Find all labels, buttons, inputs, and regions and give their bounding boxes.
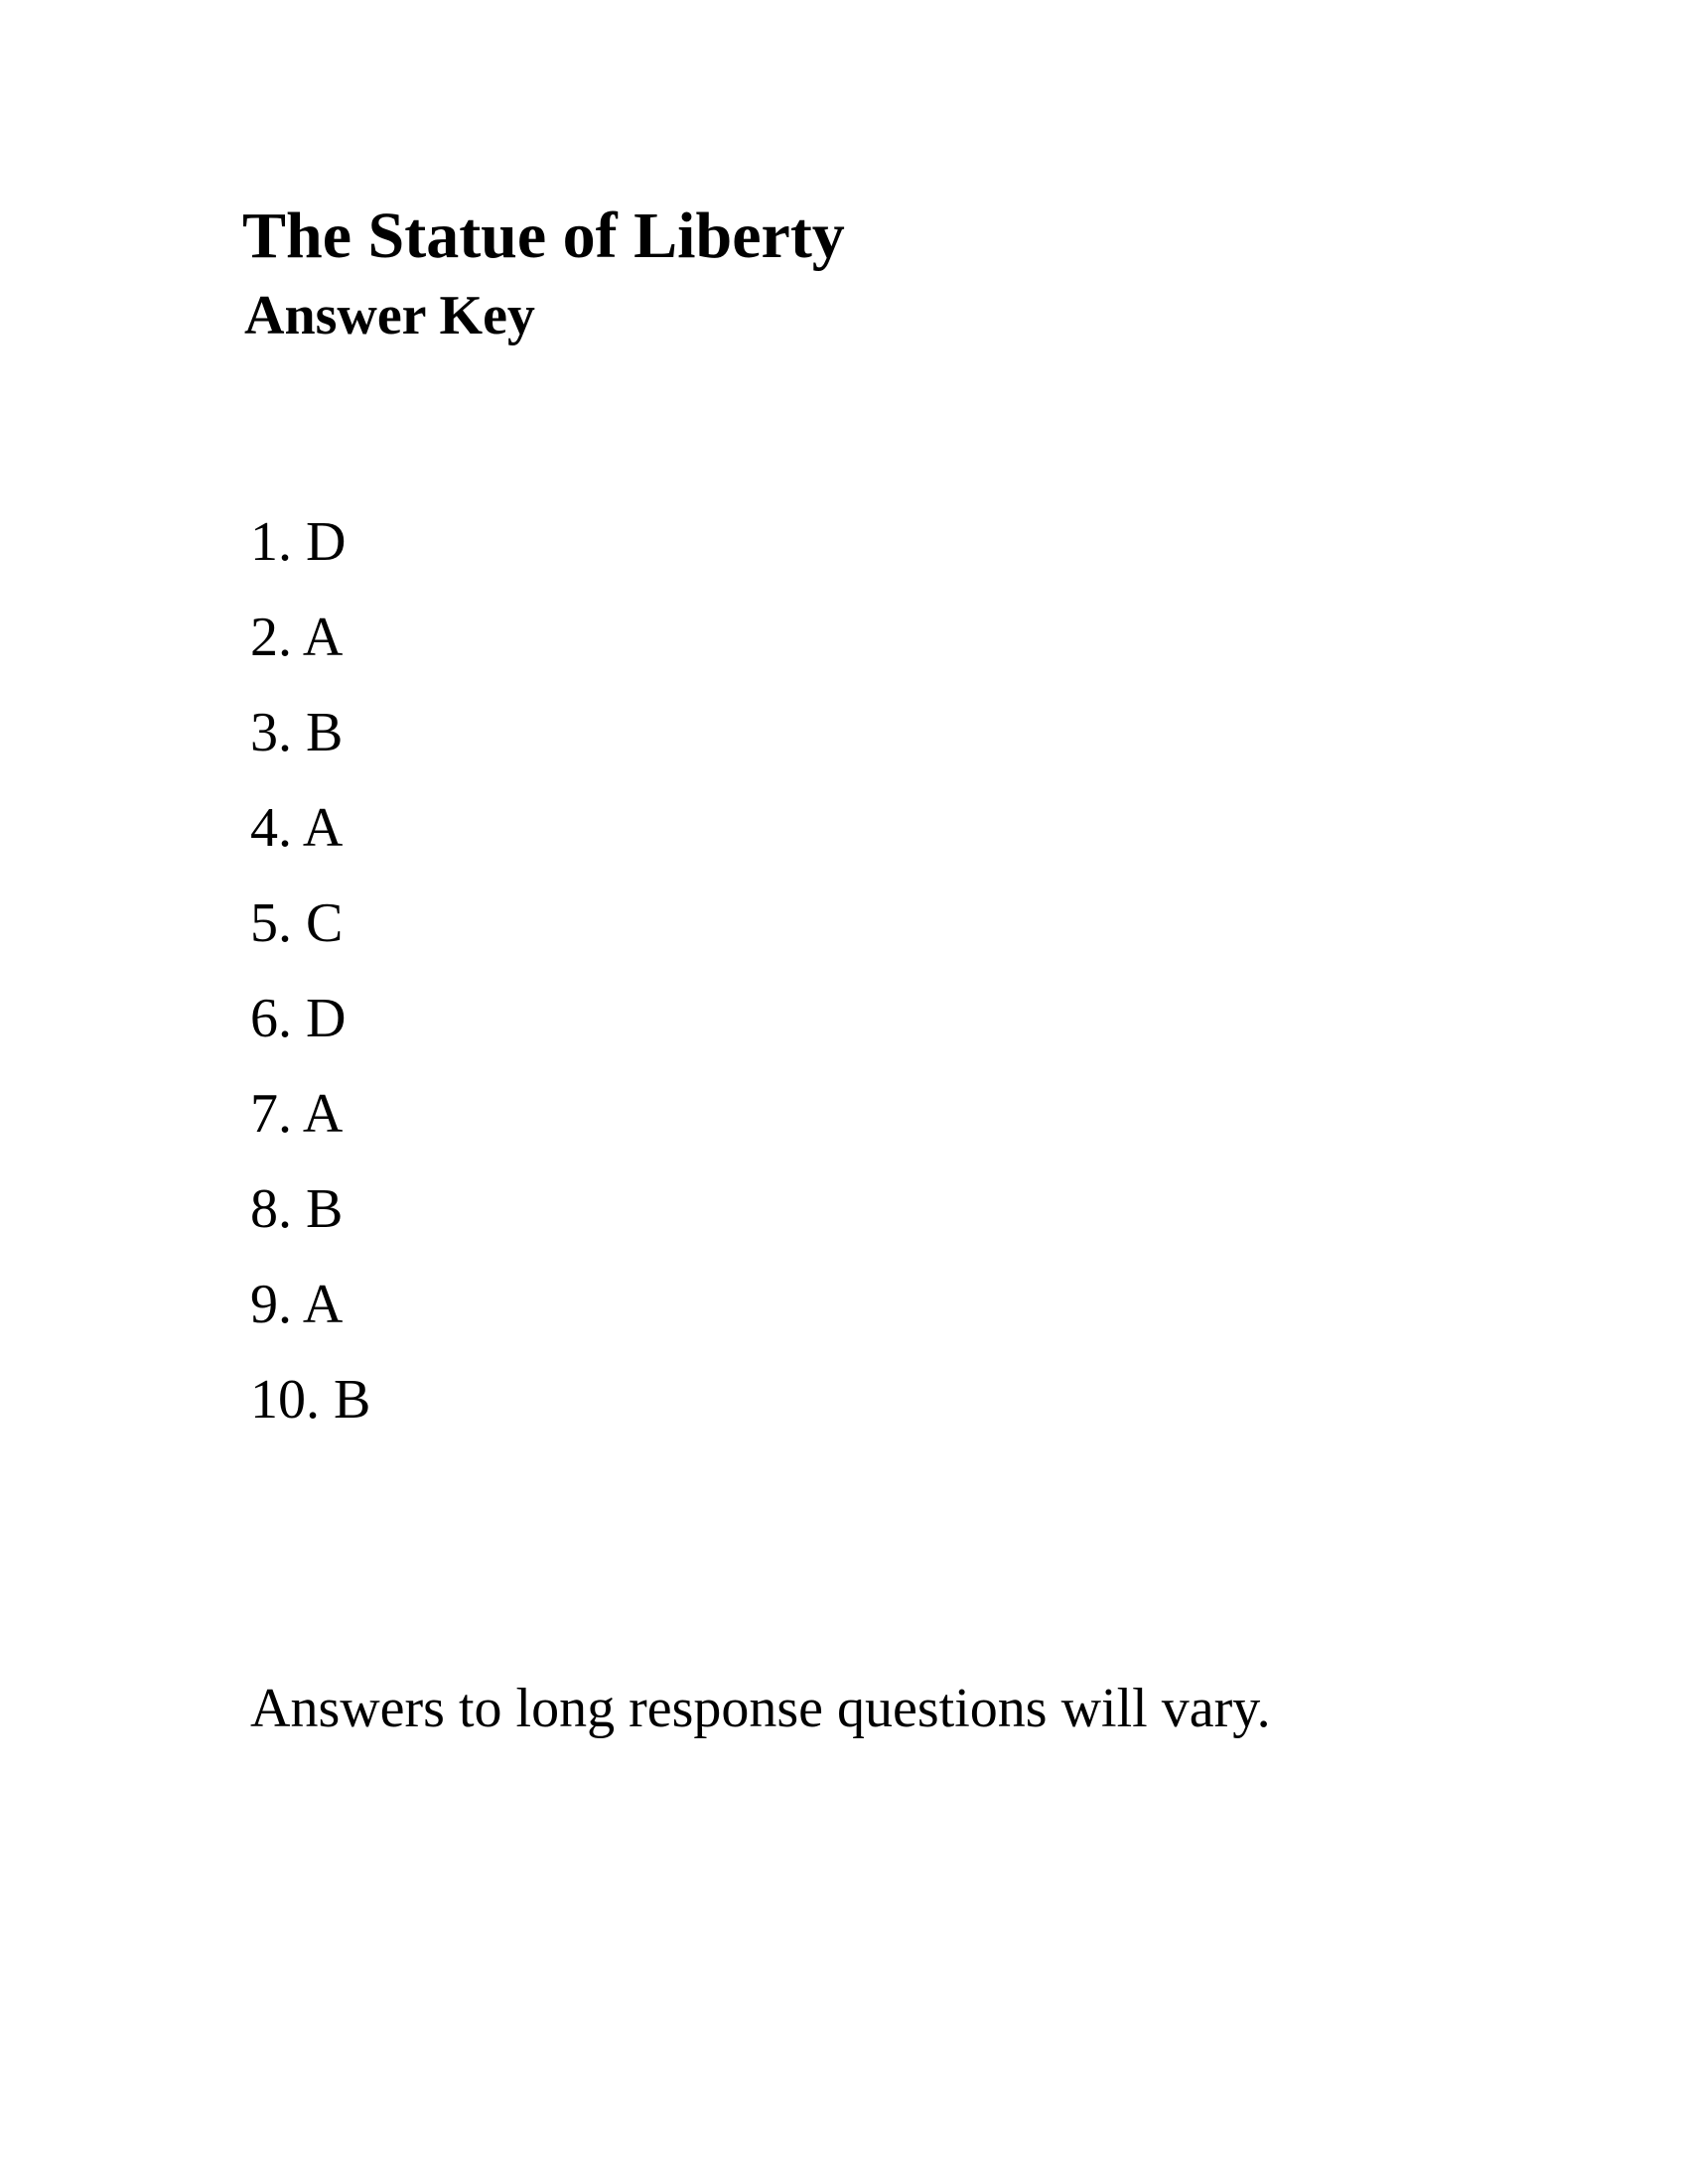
answer-item-10: 10. B bbox=[250, 1369, 371, 1431]
document-subtitle: Answer Key bbox=[244, 285, 535, 346]
answer-item-4: 4. A bbox=[250, 797, 344, 859]
answer-item-2: 2. A bbox=[250, 607, 344, 668]
answer-item-9: 9. A bbox=[250, 1274, 344, 1335]
answer-item-6: 6. D bbox=[250, 988, 347, 1049]
answer-list bbox=[250, 494, 370, 1447]
answer-item-1: 1. D bbox=[250, 511, 347, 573]
long-response-note: Answers to long response questions will vary. bbox=[250, 1678, 1271, 1739]
answer-item-8: 8. B bbox=[250, 1178, 344, 1240]
answer-item-3: 3. B bbox=[250, 702, 344, 763]
answer-item-7: 7. A bbox=[250, 1083, 344, 1145]
document-title: The Statue of Liberty bbox=[242, 200, 845, 272]
answer-item-5: 5. C bbox=[250, 892, 344, 954]
